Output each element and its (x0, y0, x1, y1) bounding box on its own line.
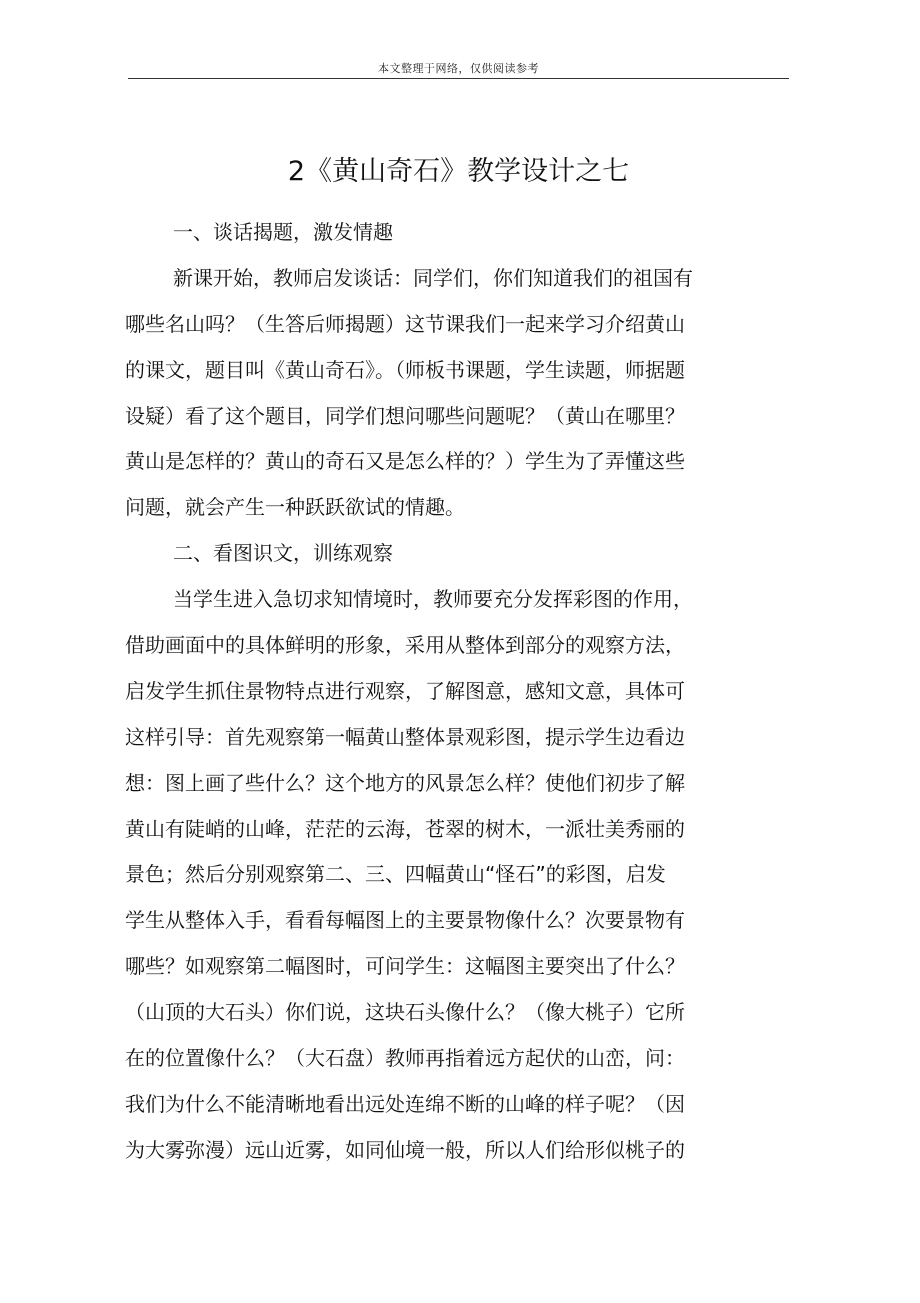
paragraph-line: 黄山是怎样的？黄山的奇石又是怎么样的？）学生为了弄懂这些 (125, 449, 685, 474)
paragraph-line: 在的位置像什么？（大石盘）教师再指着远方起伏的山峦，问： (125, 1046, 685, 1071)
section-heading-1: 一、谈话揭题，激发情趣 (173, 220, 393, 244)
document-title: 2《黄山奇石》教学设计之七 (287, 156, 630, 187)
paragraph-line: 哪些？如观察第二幅图时，可问学生：这幅图主要突出了什么？ (125, 954, 685, 979)
paragraph-line: 的课文，题目叫《黄山奇石》。（师板书课题，学生读题，师据题 (125, 357, 685, 382)
paragraph-line: 新课开始，教师启发谈话：同学们，你们知道我们的祖国有 (173, 265, 693, 290)
paragraph-line: 借助画面中的具体鲜明的形象，采用从整体到部分的观察方法， (125, 633, 685, 658)
paragraph-line: 黄山有陡峭的山峰，茫茫的云海，苍翠的树木，一派壮美秀丽的 (125, 816, 685, 841)
paragraph-line: 为大雾弥漫）远山近雾，如同仙境一般，所以人们给形似桃子的 (125, 1137, 685, 1162)
paragraph-line: 启发学生抓住景物特点进行观察，了解图意，感知文意，具体可 (125, 678, 685, 703)
paragraph-line: 问题，就会产生一种跃跃欲试的情趣。 (125, 495, 465, 520)
page-header-note: 本文整理于网络，仅供阅读参考 (378, 62, 539, 75)
paragraph-line: （山顶的大石头）你们说，这块石头像什么？（像大桃子）它所 (125, 1000, 685, 1025)
paragraph-line: 景色；然后分别观察第二、三、四幅黄山“怪石”的彩图，启发 (125, 862, 666, 887)
section-heading-2: 二、看图识文，训练观察 (173, 541, 393, 566)
paragraph-line: 设疑）看了这个题目，同学们想问哪些问题呢？（黄山在哪里？ (125, 403, 685, 428)
paragraph-line: 我们为什么不能清晰地看出远处连绵不断的山峰的样子呢？（因 (125, 1091, 685, 1116)
paragraph-line: 这样引导：首先观察第一幅黄山整体景观彩图，提示学生边看边 (125, 724, 685, 749)
document-body (125, 210, 745, 1174)
paragraph-line: 当学生进入急切求知情境时，教师要充分发挥彩图的作用， (173, 587, 693, 612)
paragraph-line: 哪些名山吗？（生答后师揭题）这节课我们一起来学习介绍黄山 (125, 311, 685, 336)
header-divider (128, 78, 789, 79)
paragraph-line: 学生从整体入手，看看每幅图上的主要景物像什么？次要景物有 (125, 908, 685, 933)
paragraph-line: 想：图上画了些什么？这个地方的风景怎么样？使他们初步了解 (125, 770, 685, 795)
